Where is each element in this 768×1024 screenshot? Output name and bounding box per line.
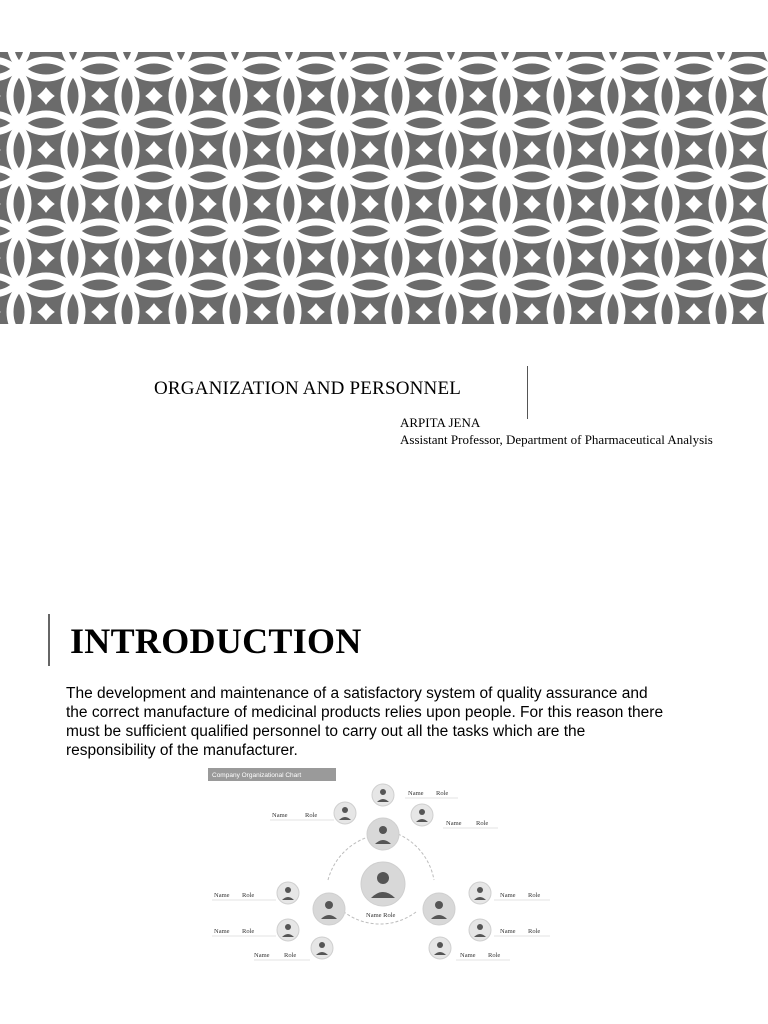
- svg-text:Name: Name: [446, 820, 462, 827]
- svg-text:Role: Role: [284, 952, 297, 959]
- svg-text:Name: Name: [214, 928, 230, 935]
- svg-text:Name: Name: [500, 928, 516, 935]
- svg-text:Name: Name: [460, 952, 476, 959]
- title-divider: [527, 366, 528, 419]
- presentation-title: ORGANIZATION AND PERSONNEL: [154, 378, 462, 399]
- svg-text:Role: Role: [305, 812, 318, 819]
- svg-text:Role: Role: [488, 952, 501, 959]
- org-chart-illustration: [198, 762, 560, 968]
- svg-text:Name: Name: [408, 790, 424, 797]
- svg-text:Name: Name: [272, 812, 288, 819]
- svg-text:Name: Name: [254, 952, 270, 959]
- svg-text:Name Role: Name Role: [366, 912, 396, 919]
- section-heading: INTRODUCTION: [70, 621, 362, 661]
- svg-text:Name: Name: [214, 892, 230, 899]
- svg-text:Name: Name: [500, 892, 516, 899]
- org-chart-title: Company Organizational Chart: [212, 772, 302, 779]
- section-body-text: The development and maintenance of a satisfactory system of quality assurance and the correct manufacture of medicinal products relies upon people. For this reason there must be sufficient qualified personnel to carry out all the tasks which are the responsibility of the manufacturer.: [66, 685, 664, 759]
- svg-text:Role: Role: [436, 790, 449, 797]
- section-divider: [48, 614, 50, 666]
- svg-text:Role: Role: [242, 928, 255, 935]
- author-name: ARPITA JENA: [400, 415, 481, 430]
- svg-text:Role: Role: [528, 928, 541, 935]
- svg-text:Role: Role: [242, 892, 255, 899]
- svg-text:Role: Role: [476, 820, 489, 827]
- decorative-banner: [0, 52, 768, 324]
- svg-text:Role: Role: [528, 892, 541, 899]
- author-affiliation: Assistant Professor, Department of Pharmaceutical Analysis: [400, 432, 713, 447]
